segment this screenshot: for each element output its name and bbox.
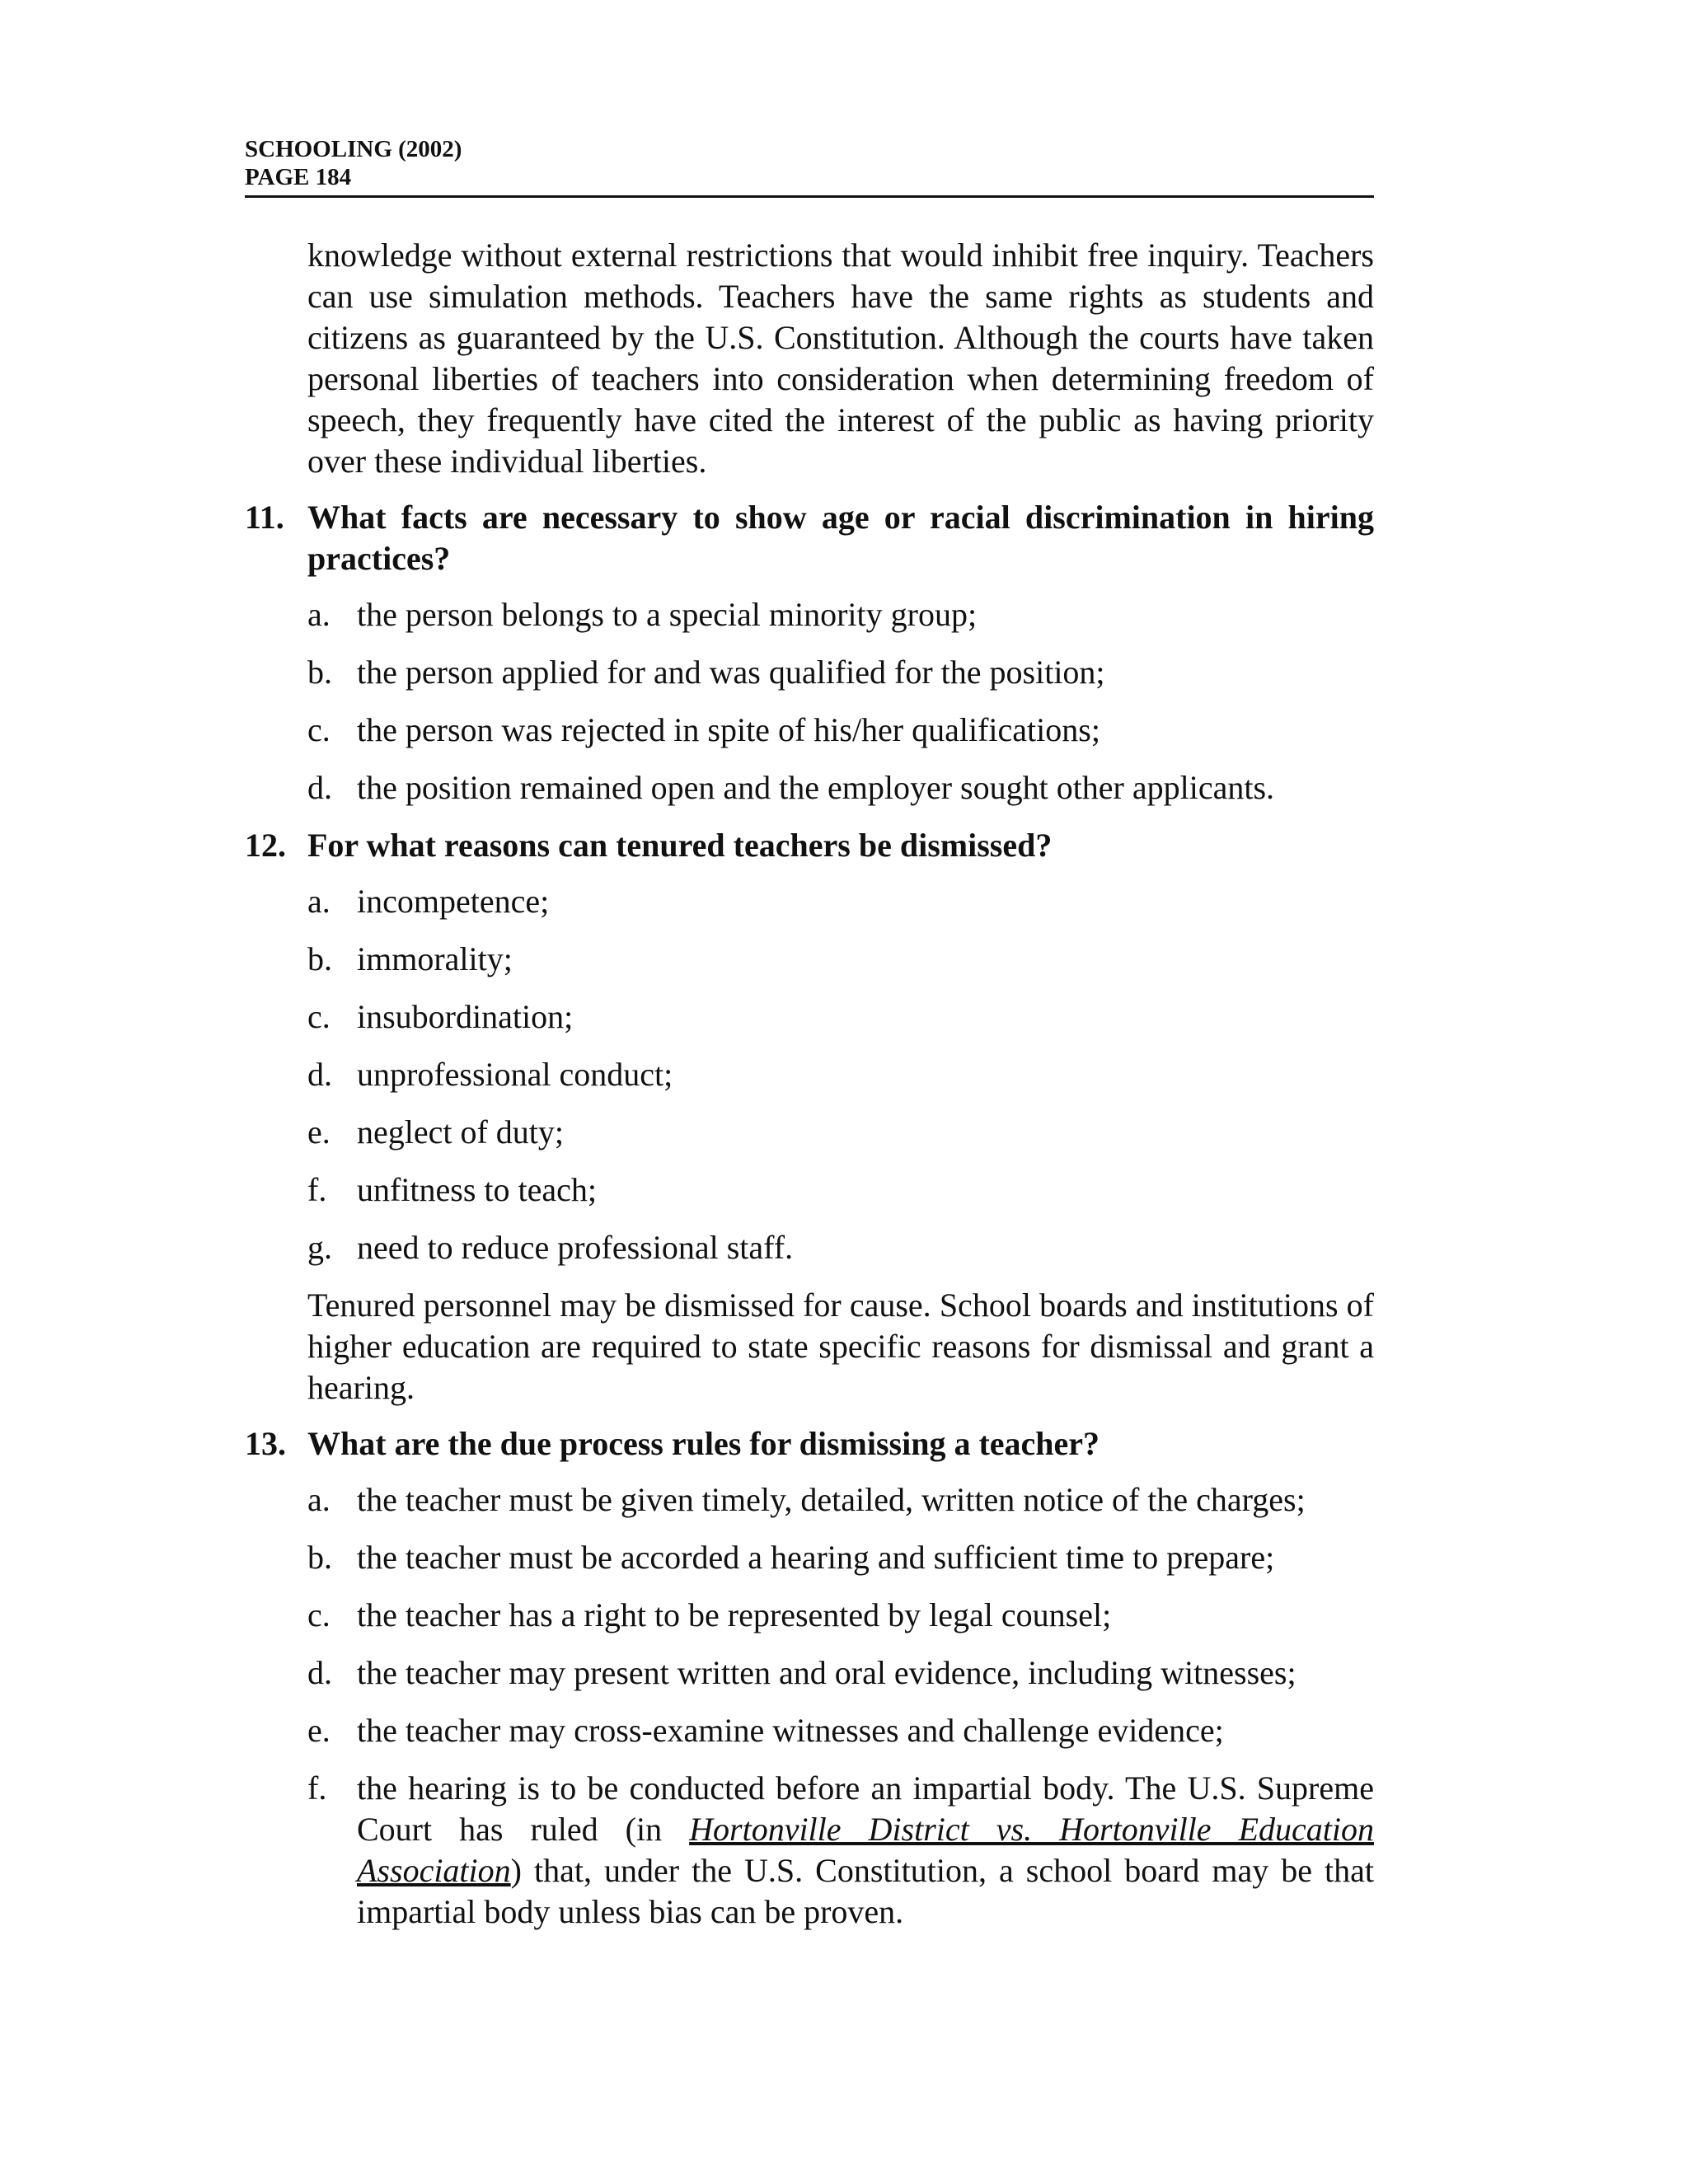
question-text: What are the due process rules for dismissing a teacher? <box>307 1425 1100 1462</box>
item-text: the person was rejected in spite of his/her qualifications; <box>357 711 1100 748</box>
item-text: immorality; <box>357 940 513 977</box>
list-item <box>307 1227 1374 1268</box>
running-head-title: SCHOOLING (2002) <box>245 136 462 162</box>
list-item <box>307 767 1374 808</box>
item-text: the teacher must be given timely, detailed, written notice of the charges; <box>357 1481 1306 1518</box>
list-item <box>307 881 1374 922</box>
item-text: incompetence; <box>357 883 550 920</box>
item-letter: g. <box>307 1229 332 1266</box>
question-text: What facts are necessary to show age or racial discrimination in hiring practices? <box>307 499 1374 577</box>
body-text <box>245 235 1374 1949</box>
list-item <box>307 1479 1374 1521</box>
item-letter: c. <box>307 998 331 1035</box>
list-item <box>307 1112 1374 1153</box>
list-item <box>307 710 1374 751</box>
item-letter: c. <box>307 711 331 748</box>
question-text: For what reasons can tenured teachers be dismissed? <box>307 827 1053 864</box>
item-letter: d. <box>307 1654 332 1691</box>
question-12 <box>245 825 1374 866</box>
item-text: the teacher may cross-examine witnesses and challenge evidence; <box>357 1712 1224 1749</box>
list-item <box>307 1537 1374 1578</box>
item-letter: a. <box>307 883 331 920</box>
item-letter: b. <box>307 940 332 977</box>
item-letter: c. <box>307 1596 331 1633</box>
list-item <box>307 1054 1374 1095</box>
item-text-before-case: the hearing is to be conducted before an impartial body. The U.S. Supreme Court has ruled (in <box>357 1769 1374 1848</box>
question-number: 12. <box>245 827 286 864</box>
item-text: unprofessional conduct; <box>357 1056 673 1093</box>
list-item <box>307 652 1374 693</box>
list-item <box>307 1768 1374 1933</box>
list-item <box>307 996 1374 1038</box>
case-citation: Hortonville District vs. Hortonville Education Association <box>357 1811 1374 1889</box>
item-letter: e. <box>307 1712 331 1749</box>
running-head <box>245 135 1374 191</box>
item-letter: a. <box>307 596 331 633</box>
item-letter: f. <box>307 1769 327 1807</box>
q12-explanation-paragraph: Tenured personnel may be dismissed for cause. School boards and institutions of higher education are required to state specific reasons for dismissal and grant a hearing. <box>307 1286 1374 1406</box>
item-letter: d. <box>307 769 332 806</box>
item-text: insubordination; <box>357 998 574 1035</box>
item-letter: a. <box>307 1481 331 1518</box>
item-text: neglect of duty; <box>357 1113 565 1151</box>
item-text: the person belongs to a special minority group; <box>357 596 978 633</box>
intro-paragraph: knowledge without external restrictions that would inhibit free inquiry. Teachers can use simulation methods. Teachers have the same rights as students and citizens as guaranteed by the U.S. Constitution. Although the courts have taken personal liberties of teachers into consideration when determining freedom of speech, they frequently have cited the interest of the public as having priority over these individual liberties. <box>307 237 1374 480</box>
item-letter: e. <box>307 1113 331 1151</box>
item-letter: b. <box>307 1539 332 1576</box>
question-13 <box>245 1423 1374 1465</box>
item-text-after-case: ) that, under the U.S. Constitution, a school board may be that impartial body unless bias can be proven. <box>357 1852 1374 1930</box>
item-letter: d. <box>307 1056 332 1093</box>
list-item <box>307 1652 1374 1694</box>
item-text: the position remained open and the employer sought other applicants. <box>357 769 1275 806</box>
item-letter: f. <box>307 1171 327 1208</box>
list-item <box>307 1710 1374 1751</box>
question-number: 13. <box>245 1425 286 1462</box>
item-text: need to reduce professional staff. <box>357 1229 794 1266</box>
list-item <box>307 1595 1374 1636</box>
list-item <box>307 594 1374 635</box>
item-text: unfitness to teach; <box>357 1171 598 1208</box>
question-11 <box>245 497 1374 579</box>
running-head-page-number: PAGE 184 <box>245 164 352 190</box>
header-rule <box>245 195 1374 198</box>
list-item <box>307 939 1374 980</box>
item-letter: b. <box>307 654 332 691</box>
item-text: the teacher may present written and oral evidence, including witnesses; <box>357 1654 1296 1691</box>
item-text <box>357 1768 1374 1933</box>
item-text: the teacher has a right to be represented by legal counsel; <box>357 1596 1112 1633</box>
item-text: the teacher must be accorded a hearing and sufficient time to prepare; <box>357 1539 1275 1576</box>
list-item <box>307 1169 1374 1211</box>
question-number: 11. <box>245 499 284 536</box>
item-text: the person applied for and was qualified for the position; <box>357 654 1105 691</box>
